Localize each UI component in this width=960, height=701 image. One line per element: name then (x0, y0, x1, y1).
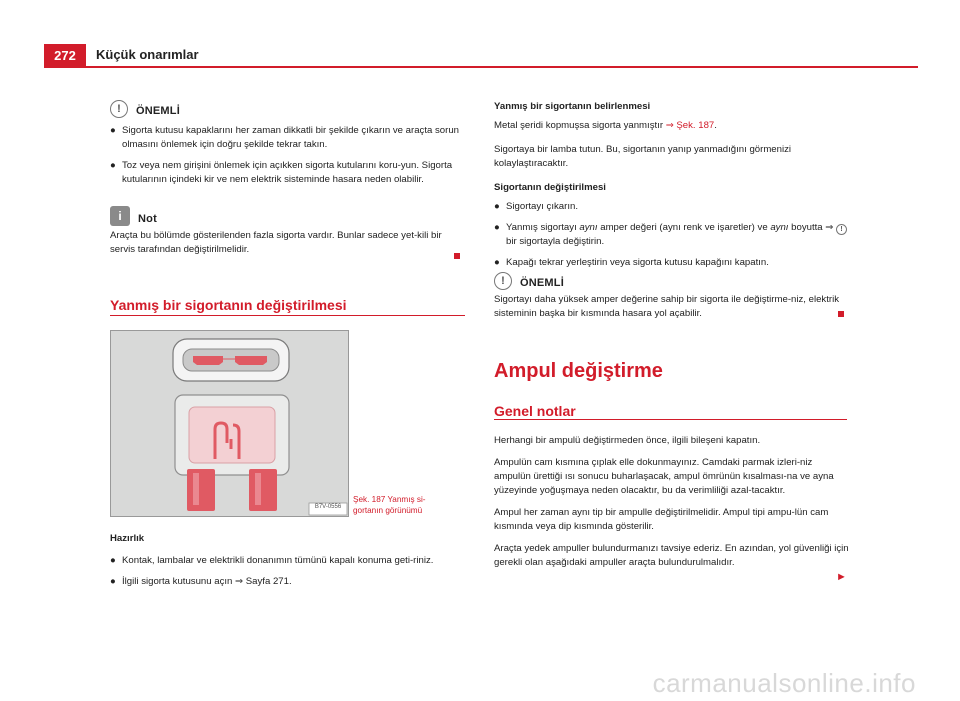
fuse-illustration (111, 331, 348, 516)
end-square-icon (838, 311, 844, 317)
list-item: ● İlgili sigorta kutusunu açın ⇒ Sayfa 271. (110, 576, 292, 587)
list-item: ● Kontak, lambalar ve elektrikli donanımın tümünü kapalı konuma geti-riniz. (110, 555, 434, 566)
section-rule (494, 419, 847, 420)
notice-title: ÖNEMLİ (520, 277, 564, 289)
identify-text: Metal şeridi kopmuşsa sigorta yanmıştır ⇒ Şek. 187. (494, 120, 717, 131)
end-square-icon (454, 253, 460, 259)
exclamation-circle-icon: ! (836, 224, 847, 235)
exclamation-circle-icon: ! (110, 100, 128, 118)
notice-heading (110, 100, 465, 118)
continue-arrow-icon[interactable]: ► (836, 571, 847, 583)
identify-title: Yanmış bir sigortanın belirlenmesi (494, 101, 651, 112)
replace-title: Sigortanın değiştirilmesi (494, 182, 606, 193)
fuse-figure (110, 330, 349, 517)
chapter-title: Ampul değiştirme (494, 360, 663, 382)
note-text: Araçta bu bölümde gösterilenden fazla sigorta vardır. Bunlar sadece yet-kili bir servis tarafından değiştirilmelidir. (110, 230, 442, 255)
left-column-top (110, 100, 465, 194)
list-item: ● Kapağı tekrar yerleştirin veya sigorta kutusu kapağını kapatın. (494, 257, 769, 268)
note-heading (110, 206, 465, 226)
paragraph: Ampulün cam kısmına çıplak elle dokunmayınız. Camdaki parmak izleri-niz ampulün ürettiği ısı sonucu buharlaşacak, ampul ömrünün kısalması-na ve ayna yüzeyinde yoğuşmaya neden olacaktır, bu da verimliliği azal-tacaktır. (494, 457, 834, 496)
notice-bullet: Toz veya nem girişini önlemek için açıkken sigorta kutularını koru-yun. Sigorta kutularının içindeki kir ve nem elektrik sisteminde hasara neden olabilir. (122, 160, 453, 185)
paragraph: Araçta yedek ampuller bulundurmanızı tavsiye ederiz. En azından, yol güvenliği için gerekli olan aşağıdaki ampuller araçta bulundurulmalıdır. (494, 543, 849, 568)
list-item: ● Toz veya nem girişini önlemek için açıkken sigorta kutularını koru-yun. Sigorta kutularının içindeki kir ve nem elektrik sisteminde hasara neden olabilir. (110, 159, 465, 187)
lamp-text: Sigortaya bir lamba tutun. Bu, sigortanın yanıp yanmadığını görmenizi kolaylaştıracaktır. (494, 144, 792, 169)
preparation-block (110, 532, 465, 596)
note-block (110, 206, 465, 265)
note-title: Not (138, 213, 157, 225)
notice2-block (494, 272, 849, 329)
figure-caption: Şek. 187 Yanmış si- gortanın görünümü (353, 495, 426, 515)
note-hand-icon: i (110, 206, 130, 226)
exclamation-circle-icon: ! (494, 272, 512, 290)
notice-text: Sigortayı daha yüksek amper değerine sahip bir sigorta ile değiştirme-niz, elektrik sisteminin başka bir kısmında hasara yol açabilir. (494, 294, 840, 319)
header-rule (44, 66, 918, 68)
notice-heading (494, 272, 849, 290)
figure-reference-link[interactable]: ⇒ Şek. 187 (665, 120, 715, 131)
notice-title: ÖNEMLİ (136, 105, 180, 117)
preparation-title: Hazırlık (110, 533, 145, 544)
list-item: ● Sigorta kutusu kapaklarını her zaman dikkatli bir şekilde çıkarın ve araçta sorun olmasını önlemek için doğru şekilde tekrar takın. (110, 124, 465, 152)
right-column-top (494, 100, 849, 277)
list-item: ● Sigortayı çıkarın. (494, 201, 578, 212)
page-header-title: Küçük onarımlar (96, 47, 199, 62)
section-title: Genel notlar (494, 403, 576, 419)
section-rule (110, 315, 465, 316)
page-number: 272 (44, 44, 86, 67)
notice-bullet: Sigorta kutusu kapaklarını her zaman dikkatli bir şekilde çıkarın ve araçta sorun olmasını önlemek için doğru şekilde tekrar takın. (122, 125, 460, 150)
section-title: Yanmış bir sigortanın değiştirilmesi (110, 297, 347, 313)
watermark: carmanualsonline.info (652, 668, 916, 698)
general-notes-body (494, 434, 849, 578)
paragraph: Ampul her zaman aynı tip bir ampulle değiştirilmelidir. Ampul tipi ampu-lün cam kısmında veya dip kısmında gösterilir. (494, 507, 829, 532)
figure-code: B7V-0556 (314, 504, 342, 510)
paragraph: Herhangi bir ampulü değiştirmeden önce, ilgili bileşeni kapatın. (494, 435, 761, 446)
list-item: ● Yanmış sigortayı aynı amper değeri (aynı renk ve işaretler) ve aynı boyutta ⇒ ! bir sigortayla değiştirin. (494, 221, 849, 249)
